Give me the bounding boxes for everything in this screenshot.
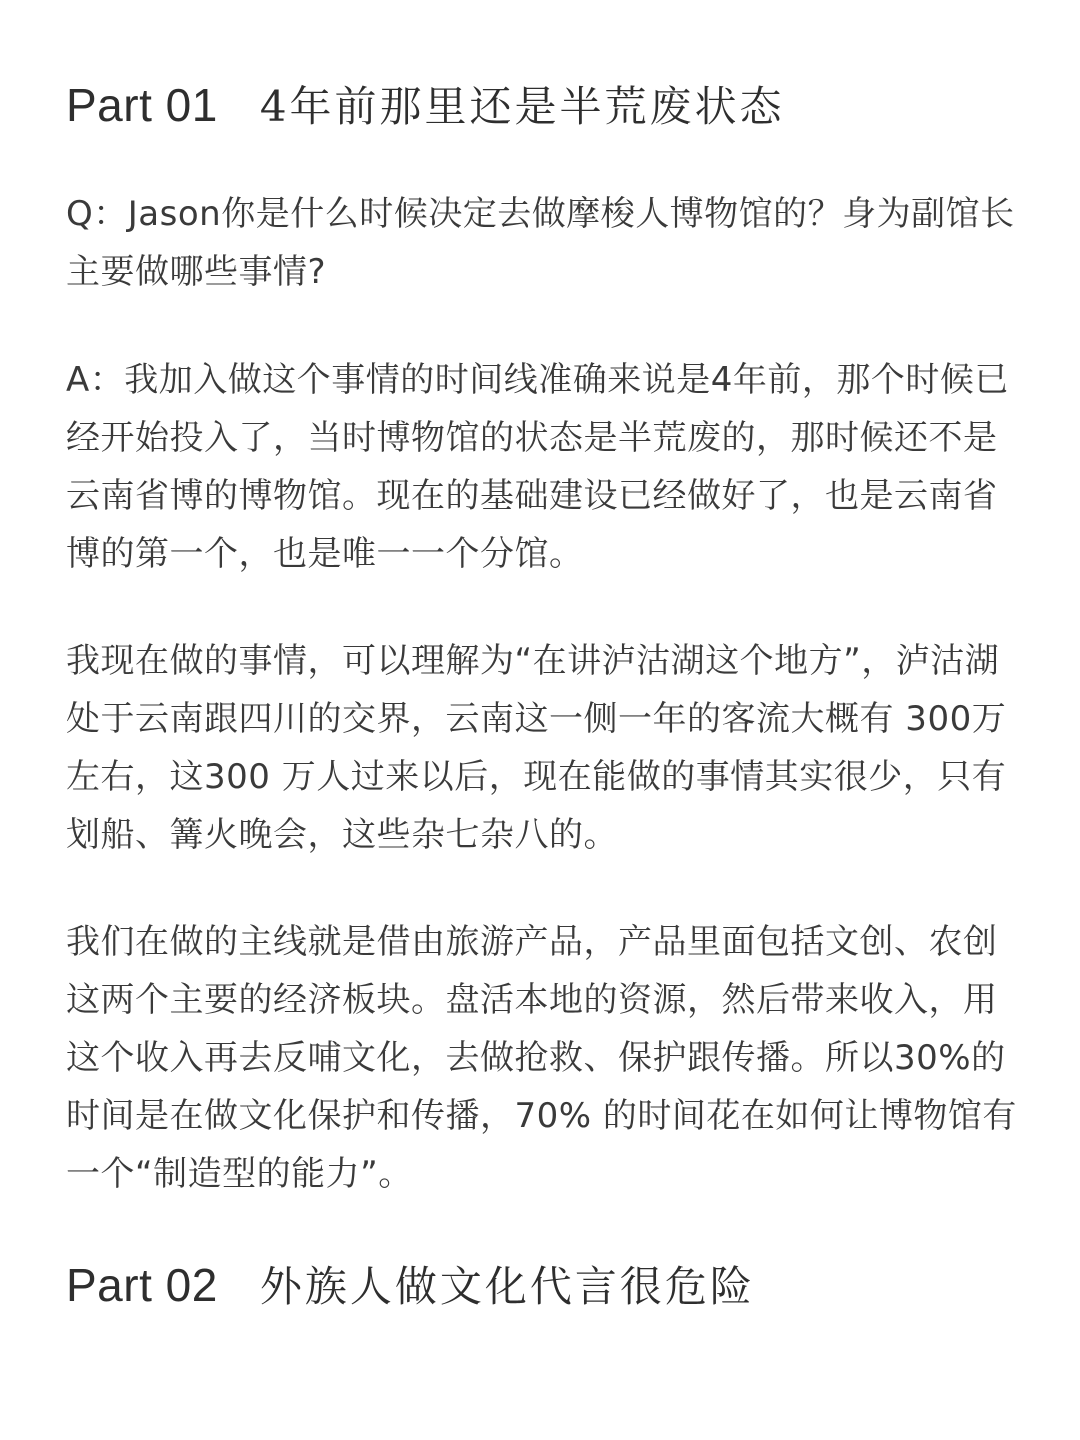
part-02-heading	[66, 1254, 755, 1314]
part-01-heading	[66, 74, 785, 134]
part-01-title: 4年前那里还是半荒废状态	[259, 82, 785, 131]
part-02-title: 外族人做文化代言很危险	[259, 1262, 755, 1311]
part-02-label: Part 02	[66, 1259, 218, 1311]
answer-paragraph-1: A：我加入做这个事情的时间线准确来说是4年前，那个时候已经开始投入了，当时博物馆的状态是半荒废的，那时候还不是云南省博的博物馆。现在的基础建设已经做好了，也是云南省博的第一个，也是唯一一个分馆。	[66, 360, 1009, 574]
question-paragraph: Q：Jason你是什么时候决定去做摩梭人博物馆的？身为副馆长主要做哪些事情?	[66, 194, 1015, 292]
answer-paragraph-2: 我现在做的事情，可以理解为“在讲泸沽湖这个地方”，泸沽湖处于云南跟四川的交界，云南这一侧一年的客流大概有 300万左右，这300 万人过来以后，现在能做的事情其实很少，只有划船、篝火晚会，这些杂七杂八的。	[66, 641, 1007, 855]
answer-paragraph-3: 我们在做的主线就是借由旅游产品，产品里面包括文创、农创这两个主要的经济板块。盘活本地的资源，然后带来收入，用这个收入再去反哺文化，去做抢救、保护跟传播。所以30%的时间是在做文化保护和传播，70% 的时间花在如何让博物馆有一个“制造型的能力”。	[66, 922, 1017, 1194]
part-01-label: Part 01	[66, 79, 218, 131]
